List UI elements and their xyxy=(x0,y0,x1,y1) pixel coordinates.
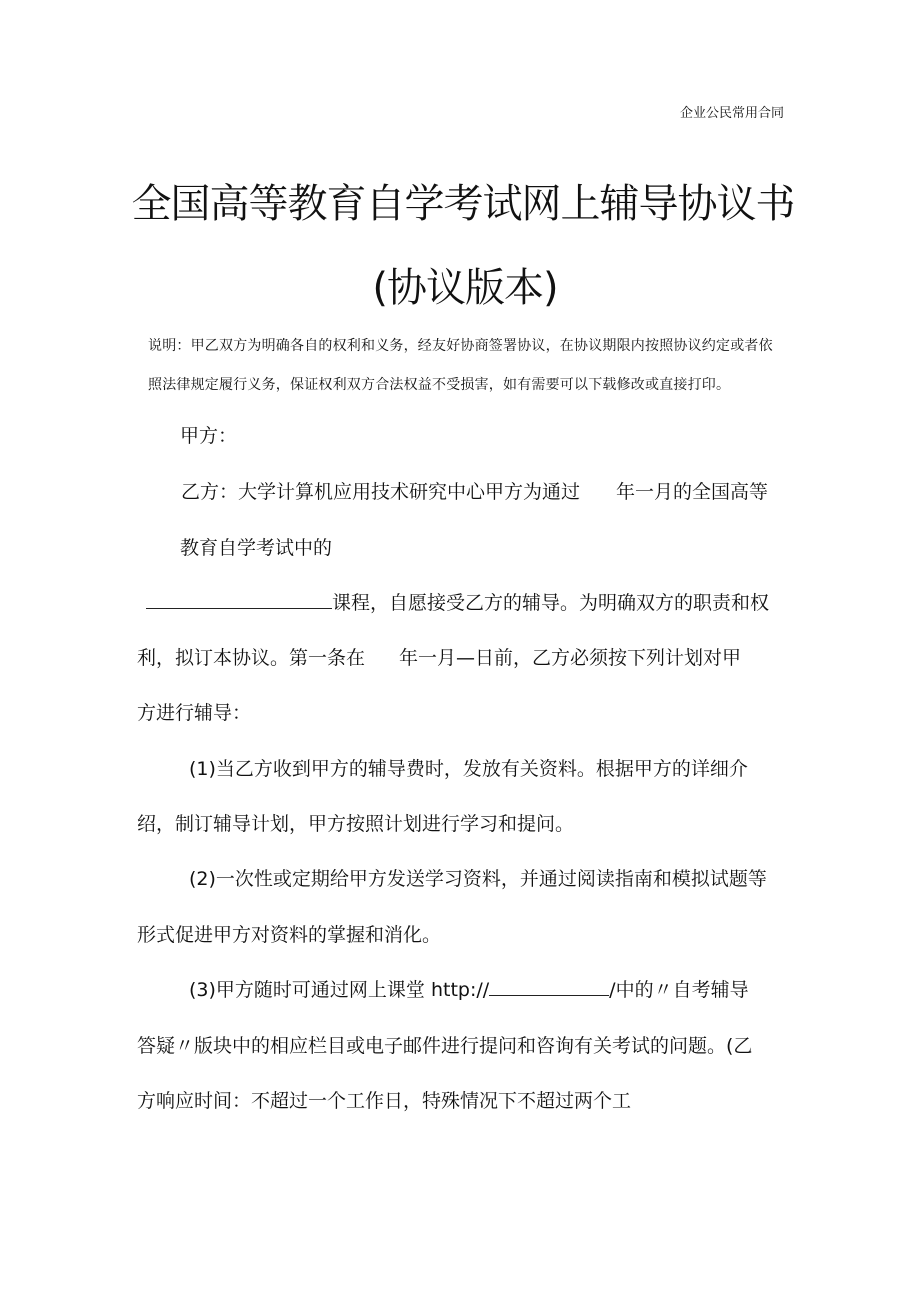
item-2-line-2: 形式促进甲方对资料的掌握和消化。 xyxy=(137,924,442,946)
course-line xyxy=(146,590,769,616)
party-b-text-b: 年一月的全国高等 xyxy=(616,481,769,503)
agreement-text-b: 年一月—日前，乙方必须按下列计划对甲 xyxy=(399,647,742,669)
document-subtitle: (协议版本) xyxy=(372,265,558,311)
note-line-2: 照法律规定履行义务，保证权利双方合法权益不受损害，如有需要可以下载修改或直接打印。 xyxy=(148,377,731,393)
item-1-line-2: 绍，制订辅导计划，甲方按照计划进行学习和提问。 xyxy=(137,813,575,835)
course-line-text: 课程，自愿接受乙方的辅导。为明确双方的职责和权 xyxy=(332,592,770,614)
agreement-line xyxy=(137,645,741,671)
item-3-line-3: 方响应时间：不超过一个工作日，特殊情况下不超过两个工 xyxy=(137,1090,632,1112)
item-1-line-1: (1)当乙方收到甲方的辅导费时，发放有关资料。根据甲方的详细介 xyxy=(189,758,748,780)
party-b-line xyxy=(181,479,768,505)
party-a-line: 甲方： xyxy=(180,425,238,447)
agreement-text-a: 利，拟订本协议。第一条在 xyxy=(137,647,366,669)
item-3-text-pre: (3)甲方随时可通过网上课堂 http:// xyxy=(189,979,490,1001)
item-2-line-1: (2)一次性或定期给甲方发送学习资料，并通过阅读指南和模拟试题等 xyxy=(189,868,767,890)
party-b-text-a: 乙方：大学计算机应用技术研究中心甲方为通过 xyxy=(181,481,581,503)
header-tag: 企业公民常用合同 xyxy=(680,106,785,121)
party-b-line-2: 教育自学考试中的 xyxy=(180,537,333,559)
note-line-1: 说明：甲乙双方为明确各自的权利和义务，经友好协商签署协议，在协议期限内按照协议约定或者依 xyxy=(148,338,773,354)
url-blank xyxy=(489,977,609,996)
item-3-line-1 xyxy=(189,977,749,1003)
course-blank xyxy=(146,590,332,609)
document-title: 全国高等教育自学考试网上辅导协议书 xyxy=(131,181,795,227)
item-3-line-2: 答疑〃版块中的相应栏目或电子邮件进行提问和咨询有关考试的问题。(乙 xyxy=(137,1035,753,1057)
agreement-line-3: 方进行辅导： xyxy=(137,702,252,724)
item-3-text-post: /中的〃自考辅导 xyxy=(609,979,749,1001)
